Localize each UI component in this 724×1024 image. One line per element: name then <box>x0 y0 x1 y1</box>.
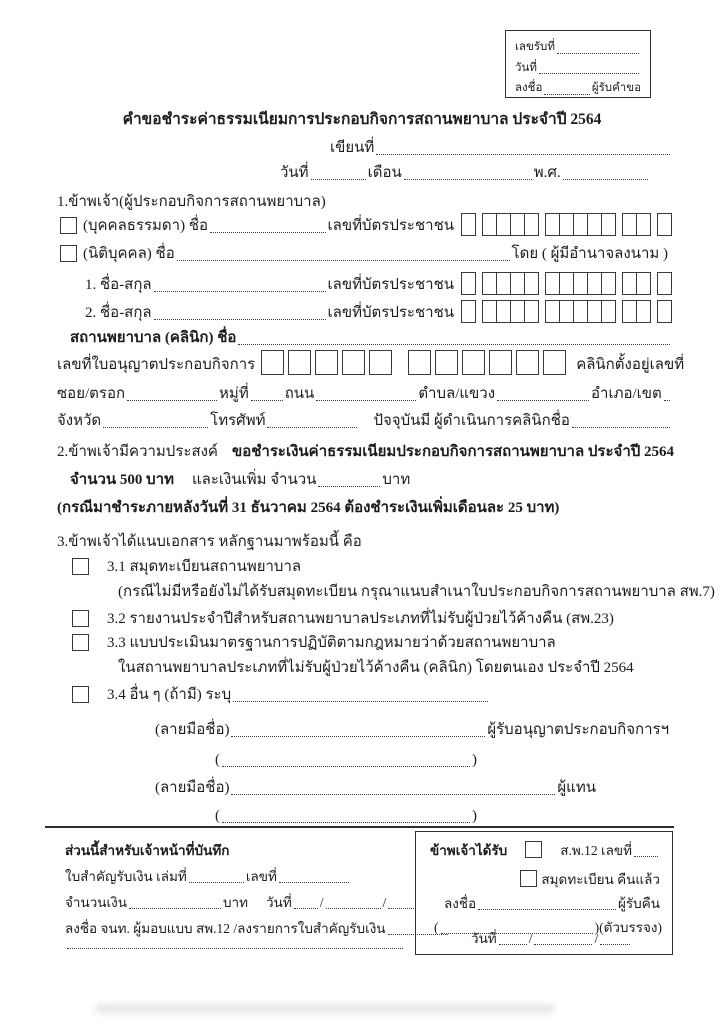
doc-3-1-checkbox[interactable] <box>72 558 89 575</box>
month-label: เดือน <box>367 165 402 181</box>
id-digit-box[interactable] <box>524 213 539 236</box>
received-date-slash2: / <box>594 931 599 946</box>
receipt-book-label: ใบสำคัญรับเงิน เล่มที่ <box>65 869 187 884</box>
officer-extra-line-field[interactable] <box>67 947 403 949</box>
received-sp12-label: ส.พ.12 เลขที่ <box>560 843 632 859</box>
natural-person-name-field[interactable] <box>210 231 326 233</box>
doc-3-3-line2: ในสถานพยาบาลประเภทที่ไม่รับผู้ป่วยไว้ค้างคืน (คลินิก) โดยตนเอง ประจำปี 2564 <box>118 660 634 676</box>
surcharge-amount-field[interactable] <box>318 485 380 487</box>
road-field[interactable] <box>316 399 416 401</box>
id-digit-box[interactable] <box>587 213 602 236</box>
id-digit-box[interactable] <box>657 213 672 236</box>
id-digit-box[interactable] <box>573 213 588 236</box>
id-digit-box[interactable] <box>461 272 476 295</box>
receive-no-field[interactable] <box>557 52 639 54</box>
soi-label: ซอย/ตรอก <box>57 386 126 402</box>
received-receiver-role: ผู้รับคืน <box>618 896 660 911</box>
section-divider <box>45 826 674 828</box>
doc-3-4-label: 3.4 อื่น ๆ (ถ้ามี) ระบุ <box>107 687 232 704</box>
id-card-boxes-signer2[interactable] <box>462 300 672 323</box>
license-digit-box[interactable] <box>516 350 539 375</box>
id-digit-box[interactable] <box>496 213 511 236</box>
surcharge-baht-label: บาท <box>382 472 411 488</box>
doc-3-4-field[interactable] <box>233 700 488 702</box>
id-digit-box[interactable] <box>524 272 539 295</box>
id-digit-box[interactable] <box>622 213 637 236</box>
representative-role-label: ผู้แทน <box>557 780 596 796</box>
scan-artifact <box>95 1004 555 1014</box>
clinic-located-label: คลินิกตั้งอยู่เลขที่ <box>576 357 685 374</box>
received-name-paren-open: ( <box>434 920 439 935</box>
juristic-person-label: (นิติบุคคล) ชื่อ <box>83 246 175 263</box>
fee-amount-label: จำนวน 500 บาท <box>70 472 174 488</box>
officer-amount-field[interactable] <box>129 907 221 909</box>
stamp-receiver-label: ผู้รับคำขอ <box>591 82 641 95</box>
stamp-date-label: วันที่ <box>515 61 537 74</box>
id-card-boxes-natural[interactable] <box>462 213 672 236</box>
id-digit-box[interactable] <box>601 300 616 323</box>
id-digit-box[interactable] <box>524 300 539 323</box>
subdistrict-label: ตำบล/แขวง <box>418 386 496 402</box>
signer2-name-label: 2. ชื่อ-สกุล <box>85 305 152 322</box>
receive-no-label: เลขรับที่ <box>515 41 555 53</box>
doc-3-4-checkbox[interactable] <box>72 686 89 703</box>
district-label: อำเภอ/เขต <box>591 386 662 402</box>
licensee-role-label: ผู้รับอนุญาตประกอบกิจการฯ <box>487 722 669 738</box>
officer-date-slash1: / <box>319 895 324 910</box>
id-digit-box[interactable] <box>622 300 637 323</box>
license-no-boxes-group2[interactable] <box>408 350 570 375</box>
officer-date-label: วันที่ <box>266 895 292 910</box>
license-digit-box[interactable] <box>543 350 566 375</box>
received-date-slash1: / <box>528 931 533 946</box>
stamp-sign-field[interactable] <box>544 93 589 95</box>
received-print-note: (ตัวบรรจง) <box>599 920 662 935</box>
licensee-signature-label: (ลายมือชื่อ) <box>155 722 230 738</box>
id-digit-box[interactable] <box>622 272 637 295</box>
id-digit-box[interactable] <box>496 272 511 295</box>
section2-heading: 2.ข้าพเจ้ามีความประสงค์ <box>57 444 218 460</box>
received-register-checkbox[interactable] <box>520 870 537 887</box>
representative-name-paren-close: ) <box>472 808 477 824</box>
id-digit-box[interactable] <box>559 213 574 236</box>
licensee-printed-name-field[interactable] <box>222 765 470 767</box>
receipt-no-field[interactable] <box>279 881 349 883</box>
signer1-name-label: 1. ชื่อ-สกุล <box>85 277 152 294</box>
signer1-name-field[interactable] <box>154 290 326 292</box>
natural-person-label: (บุคคลธรรมดา) ชื่อ <box>83 218 209 235</box>
stamp-sign-label: ลงชื่อ <box>515 82 543 95</box>
phone-field[interactable] <box>267 426 357 428</box>
license-digit-box[interactable] <box>288 350 311 375</box>
license-digit-box[interactable] <box>342 350 365 375</box>
province-field[interactable] <box>103 426 208 428</box>
licensee-name-paren-open: ( <box>215 752 220 768</box>
late-payment-note: (กรณีมาชำระภายหลังวันที่ 31 ธันวาคม 2564 ต้องชำระเงินเพิ่มเดือนละ 25 บาท) <box>57 500 560 516</box>
officer-amount-label: จำนวนเงิน <box>65 895 127 910</box>
license-digit-box[interactable] <box>489 350 512 375</box>
section3-heading: 3.ข้าพเจ้าได้แนบเอกสาร หลักฐานมาพร้อมนี้ คือ <box>57 534 362 550</box>
officer-sign-line-label: ลงชื่อ จนท. ผู้มอบแบบ สพ.12 /ลงรายการใบสำคัญรับเงิน <box>65 921 386 936</box>
moo-label: หมู่ที่ <box>219 386 249 402</box>
id-digit-box[interactable] <box>657 272 672 295</box>
received-date-label: วันที่ <box>471 931 497 946</box>
id-digit-box[interactable] <box>601 272 616 295</box>
phone-label: โทรศัพท์ <box>210 413 266 429</box>
received-register-label: สมุดทะเบียน คืนแล้ว <box>541 872 660 888</box>
received-heading: ข้าพเจ้าได้รับ <box>430 843 508 859</box>
date-label: วันที่ <box>280 165 309 181</box>
id-digit-box[interactable] <box>601 213 616 236</box>
receipt-no-label: เลขที่ <box>245 869 277 884</box>
id-digit-box[interactable] <box>587 300 602 323</box>
district-field[interactable] <box>664 399 670 401</box>
received-sign-label: ลงชื่อ <box>444 896 477 911</box>
officer-baht-label: บาท <box>222 895 249 910</box>
operator-label: ปัจจุบันมี ผู้ดำเนินการคลินิกชื่อ <box>373 413 570 429</box>
received-sign-field[interactable] <box>478 908 616 910</box>
id-digit-box[interactable] <box>510 213 525 236</box>
officer-date-month-field[interactable] <box>326 907 381 909</box>
id-card-label-1: เลขที่บัตรประชาชน <box>327 218 454 235</box>
id-digit-box[interactable] <box>573 300 588 323</box>
doc-3-2-checkbox[interactable] <box>72 610 89 627</box>
officer-date-day-field[interactable] <box>294 907 318 909</box>
received-sp12-no-field[interactable] <box>634 855 658 857</box>
officer-date-year-field[interactable] <box>388 907 416 909</box>
officer-section-heading: ส่วนนี้สำหรับเจ้าหน้าที่บันทึก <box>65 843 230 858</box>
id-card-label-3: เลขที่บัตรประชาชน <box>327 305 454 322</box>
id-digit-box[interactable] <box>496 300 511 323</box>
section1-heading: 1.ข้าพเจ้า(ผู้ประกอบกิจการสถานพยาบาล) <box>57 194 326 210</box>
year-label: พ.ศ. <box>533 165 561 181</box>
id-digit-box[interactable] <box>636 300 651 323</box>
authorized-by-label: โดย ( ผู้มีอำนาจลงนาม ) <box>511 246 668 263</box>
receipt-stamp-box <box>505 30 651 98</box>
id-digit-box[interactable] <box>510 300 525 323</box>
id-digit-box[interactable] <box>657 300 672 323</box>
section2-heading-bold: ขอชำระเงินค่าธรรมเนียมประกอบกิจการสถานพยาบาล ประจำปี 2564 <box>231 444 675 460</box>
id-digit-box[interactable] <box>545 213 560 236</box>
id-card-label-2: เลขที่บัตรประชาชน <box>327 277 454 294</box>
surcharge-label: และเงินเพิ่ม จำนวน <box>191 472 317 488</box>
id-digit-box[interactable] <box>482 213 497 236</box>
day-field[interactable] <box>311 178 366 180</box>
natural-person-checkbox[interactable] <box>60 217 77 234</box>
id-digit-box[interactable] <box>461 300 476 323</box>
clinic-name-field[interactable] <box>238 343 670 345</box>
road-label: ถนน <box>284 386 315 402</box>
juristic-person-name-field[interactable] <box>177 259 510 261</box>
id-digit-box[interactable] <box>545 272 560 295</box>
id-digit-box[interactable] <box>559 300 574 323</box>
month-field[interactable] <box>404 178 532 180</box>
license-digit-box[interactable] <box>369 350 392 375</box>
doc-3-2-label: 3.2 รายงานประจำปีสำหรับสถานพยาบาลประเภทที่ไม่รับผู้ป่วยไว้ค้างคืน (สพ.23) <box>107 611 614 628</box>
licensee-name-paren-close: ) <box>472 752 477 768</box>
soi-field[interactable] <box>127 399 217 401</box>
id-digit-box[interactable] <box>559 272 574 295</box>
clinic-name-label: สถานพยาบาล (คลินิก) ชื่อ <box>70 330 237 346</box>
received-date-year-field[interactable] <box>600 943 630 945</box>
doc-3-3-label: 3.3 แบบประเมินมาตรฐานการปฏิบัติตามกฎหมายว่าด้วยสถานพยาบาล <box>107 635 556 652</box>
written-at-label: เขียนที่ <box>330 140 375 156</box>
province-label: จังหวัด <box>57 413 102 429</box>
doc-3-1-label: 3.1 สมุดทะเบียนสถานพยาบาล <box>107 559 302 576</box>
officer-date-slash2: / <box>382 895 387 910</box>
subdistrict-field[interactable] <box>497 399 589 401</box>
year-field[interactable] <box>563 178 648 180</box>
representative-name-paren-open: ( <box>215 808 220 824</box>
license-no-label: เลขที่ใบอนุญาตประกอบกิจการ <box>57 357 256 374</box>
representative-printed-name-field[interactable] <box>222 821 470 823</box>
written-at-field[interactable] <box>376 153 670 155</box>
id-digit-box[interactable] <box>545 300 560 323</box>
licensee-signature-field[interactable] <box>231 735 485 737</box>
license-digit-box[interactable] <box>261 350 284 375</box>
received-name-paren-close: ) <box>594 920 600 935</box>
stamp-date-field[interactable] <box>539 72 639 74</box>
signer2-name-field[interactable] <box>154 318 326 320</box>
id-digit-box[interactable] <box>461 213 476 236</box>
license-digit-box[interactable] <box>315 350 338 375</box>
moo-field[interactable] <box>251 399 283 401</box>
doc-3-1-note: (กรณีไม่มีหรือยังไม่ได้รับสมุดทะเบียน กรุณาแนบสำเนาใบประกอบกิจการสถานพยาบาล สพ.7) <box>118 584 715 600</box>
received-sp12-checkbox[interactable] <box>525 841 542 858</box>
received-box <box>415 831 673 955</box>
representative-signature-field[interactable] <box>231 793 555 795</box>
license-no-boxes-group1[interactable] <box>261 350 396 375</box>
license-digit-box[interactable] <box>462 350 485 375</box>
id-digit-box[interactable] <box>482 300 497 323</box>
id-digit-box[interactable] <box>587 272 602 295</box>
id-digit-box[interactable] <box>510 272 525 295</box>
page-title: คำขอชำระค่าธรรมเนียมการประกอบกิจการสถานพยาบาล ประจำปี 2564 <box>122 111 602 128</box>
id-digit-box[interactable] <box>636 272 651 295</box>
doc-3-3-checkbox[interactable] <box>72 634 89 651</box>
received-date-day-field[interactable] <box>499 943 527 945</box>
receipt-book-field[interactable] <box>189 881 244 883</box>
id-digit-box[interactable] <box>482 272 497 295</box>
representative-signature-label: (ลายมือชื่อ) <box>155 780 230 796</box>
id-digit-box[interactable] <box>573 272 588 295</box>
id-digit-box[interactable] <box>636 213 651 236</box>
license-digit-box[interactable] <box>408 350 431 375</box>
juristic-person-checkbox[interactable] <box>60 245 77 262</box>
operator-field[interactable] <box>572 426 670 428</box>
license-digit-box[interactable] <box>435 350 458 375</box>
received-date-month-field[interactable] <box>534 943 592 945</box>
id-card-boxes-signer1[interactable] <box>462 272 672 295</box>
